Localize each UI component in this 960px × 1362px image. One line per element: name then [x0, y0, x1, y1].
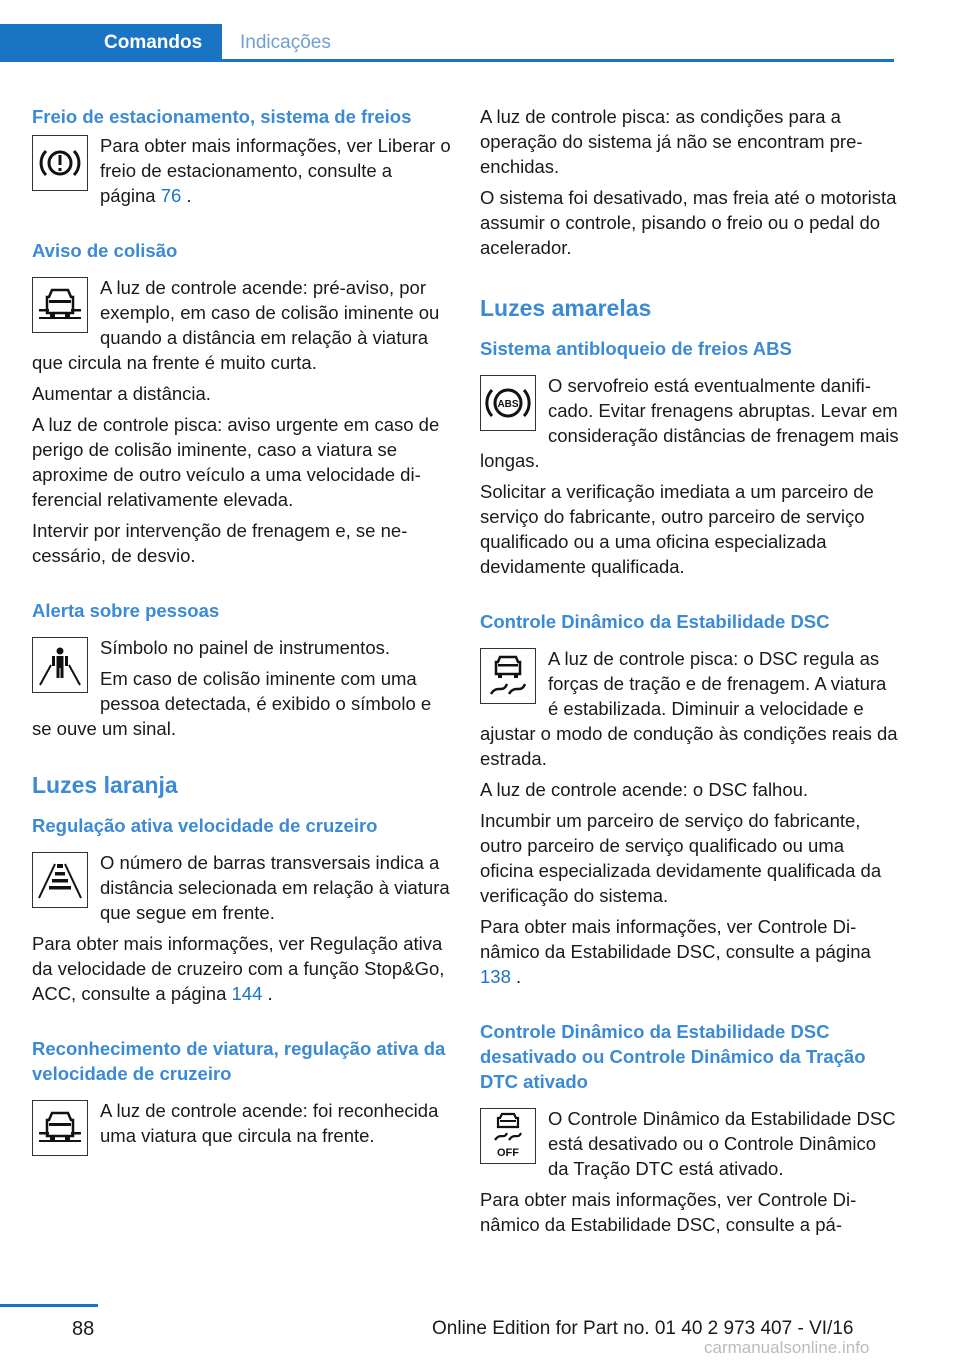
- page-header: [0, 0, 960, 64]
- section-heading: Luzes amarelas: [480, 295, 652, 321]
- section-title: Alerta sobre pessoas: [32, 600, 220, 621]
- section-dsc: [480, 609, 900, 995]
- paragraph: Para obter mais informações, ver Controle Dinâmico da Estabilidade DSC, consulte a pá-: [480, 1189, 857, 1235]
- paragraph: A luz de controle pisca: aviso urgente em caso de perigo de colisão iminente, caso a viatura se aproxime de outro veículo a uma velocidade diferencial relativamente elevada.: [32, 414, 440, 510]
- abs-icon: [480, 375, 536, 431]
- left-column: [32, 104, 452, 1160]
- dsc-off-icon: [480, 1108, 536, 1164]
- header-divider: [222, 59, 894, 62]
- tab-indicacoes[interactable]: Indicações: [240, 32, 331, 53]
- watermark: carmanualsonline.info: [704, 1338, 870, 1357]
- right-column: [480, 104, 900, 1243]
- section-title: Reconhecimento de viatura, regulação ativa da velocidade de cruzeiro: [32, 1038, 446, 1084]
- paragraph: Aumentar a distância.: [32, 383, 211, 404]
- paragraph: Incumbir um parceiro de serviço do fabricante, outro parceiro de serviço qualificado ou uma oficina especializada devidamente qualificada da verificação do sistema.: [480, 810, 882, 906]
- section-title: Controle Dinâmico da Estabilidade DSC desativado ou Controle Dinâmico da Tração DTC ativado: [480, 1021, 866, 1092]
- car-icon: [32, 1100, 88, 1156]
- paragraph: A luz de controle pisca: o DSC regula as forças de tração e de frenagem. A viatura é estabilizada. Diminuir a velocidade e ajustar o modo de condução às condições reais da estrada.: [480, 648, 898, 769]
- section-dsc-off: [480, 1019, 900, 1243]
- pedestrian-icon: [32, 637, 88, 693]
- paragraph: O sistema foi desativado, mas freia até o motorista assumir o controle, pisando o freio ou o pedal do acelerador.: [480, 187, 897, 258]
- section-collision-warning: [32, 238, 452, 574]
- section-heading: Luzes laranja: [32, 772, 178, 798]
- section-title: Regulação ativa velocidade de cruzeiro: [32, 815, 378, 836]
- page-number: 88: [72, 1318, 95, 1340]
- footer-divider: [0, 1304, 98, 1307]
- paragraph: O servofreio está eventualmente danificado. Evitar frenagens abruptas. Levar em consideração distâncias de frenagem mais longas.: [480, 375, 899, 471]
- tab-comandos[interactable]: Comandos: [0, 24, 222, 62]
- paragraph: Intervir por intervenção de frenagem e, se necessário, de desvio.: [32, 520, 408, 566]
- section-parking-brake: [32, 104, 452, 214]
- section-title: Aviso de colisão: [32, 240, 178, 261]
- svg-text:ABS: ABS: [497, 399, 519, 410]
- section-title: Freio de estacionamento, sistema de freios: [32, 106, 412, 127]
- edition-text: Online Edition for Part no. 01 40 2 973 407 - VI/16: [432, 1318, 854, 1339]
- section-vehicle-recognition: [32, 1036, 452, 1160]
- paragraph: Para obter mais informações, ver Controle Dinâmico da Estabilidade DSC, consulte a página 138 .: [480, 916, 871, 987]
- paragraph: Para obter mais informações, ver Regulação ativa da velocidade de cruzeiro com a função Stop&Go, ACC, consulte a página 144 .: [32, 933, 445, 1004]
- page-link-144[interactable]: 144: [231, 983, 263, 1004]
- section-abs: [480, 336, 900, 585]
- paragraph: O número de barras transversais indica a distância selecionada em relação à viatura que segue em frente.: [100, 852, 450, 923]
- section-active-cruise-control: [32, 813, 452, 1012]
- paragraph: Para obter mais informações, ver Liberar o freio de estacionamento, consulte a página 76 .: [100, 135, 451, 206]
- svg-text:OFF: OFF: [497, 1147, 519, 1159]
- section-person-warning: [32, 598, 452, 747]
- paragraph: A luz de controle acende: pré-aviso, por exemplo, em caso de colisão iminente ou quando a distância em relação à viatura que circula na frente é muito curta.: [32, 277, 440, 373]
- distance-bars-icon: [32, 852, 88, 908]
- paragraph: O Controle Dinâmico da Estabilidade DSC está desativado ou o Controle Dinâmico da Tração DTC está ativado.: [548, 1108, 896, 1179]
- dsc-skid-icon: [480, 648, 536, 704]
- car-collision-icon: [32, 277, 88, 333]
- section-title: Sistema antibloqueio de freios ABS: [480, 338, 792, 359]
- paragraph: Em caso de colisão iminente com uma pessoa detectada, é exibido o símbolo e se ouve um sinal.: [32, 668, 432, 739]
- paragraph: Solicitar a verificação imediata a um parceiro de serviço do fabricante, outro parceiro de serviço qualificado ou a uma oficina especializada devidamente qualificada.: [480, 481, 874, 577]
- page-link-138[interactable]: 138: [480, 966, 511, 987]
- parking-brake-icon: [32, 135, 88, 191]
- paragraph: A luz de controle pisca: as condições para a operação do sistema já não se encontram preenchidas.: [480, 106, 863, 177]
- page-link-76[interactable]: 76: [160, 185, 182, 206]
- paragraph: A luz de controle acende: o DSC falhou.: [480, 779, 809, 800]
- section-title: Controle Dinâmico da Estabilidade DSC: [480, 611, 830, 632]
- paragraph: Símbolo no painel de instrumentos.: [100, 637, 391, 658]
- paragraph: A luz de controle acende: foi reconhecida uma viatura que circula na frente.: [100, 1100, 439, 1146]
